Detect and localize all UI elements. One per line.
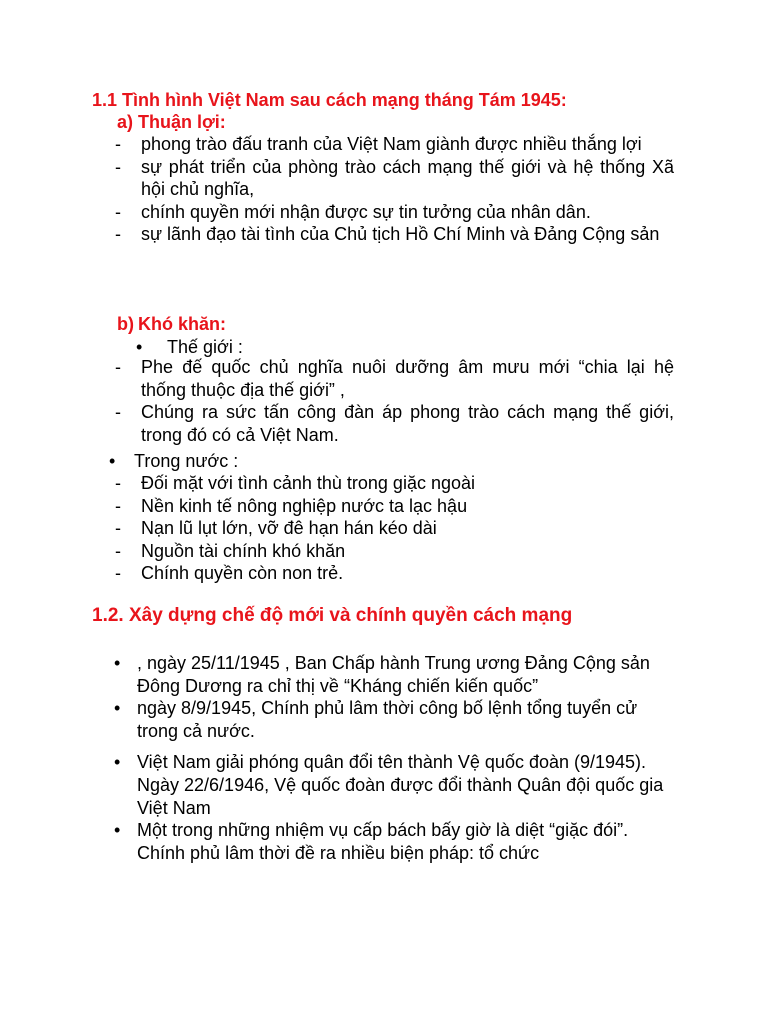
list-item: - Chúng ra sức tấn công đàn áp phong trào cách mạng thế giới, trong đó có cả Việt Nam. <box>115 401 674 446</box>
difficulties-heading <box>117 314 226 335</box>
section-1-title: 1.1 Tình hình Việt Nam sau cách mạng tháng Tám 1945: <box>92 90 567 110</box>
list-item: - phong trào đấu tranh của Việt Nam giành được nhiều thắng lợi <box>115 133 674 156</box>
list-item: - Nạn lũ lụt lớn, vỡ đê hạn hán kéo dài <box>115 517 674 540</box>
section-2-title: 1.2. Xây dựng chế độ mới và chính quyền cách mạng <box>92 605 573 626</box>
domestic-bullet <box>107 450 238 473</box>
list-item: - chính quyền mới nhận được sự tin tưởng của nhân dân. <box>115 201 674 224</box>
world-label: • Thế giới : <box>131 336 243 359</box>
list-item: - Nguồn tài chính khó khăn <box>115 540 674 563</box>
domestic-label: • Trong nước : <box>107 450 238 473</box>
list-item: • ngày 8/9/1945, Chính phủ lâm thời công bố lệnh tổng tuyển cử trong cả nước. <box>112 697 672 742</box>
domestic-list <box>115 472 674 585</box>
list-item: - sự lãnh đạo tài tình của Chủ tịch Hồ Chí Minh và Đảng Cộng sản <box>115 223 674 246</box>
difficulties-heading-text: Khó khăn: <box>138 314 226 334</box>
list-item: • Một trong những nhiệm vụ cấp bách bấy giờ là diệt “giặc đói”. Chính phủ lâm thời đề ra nhiều biện pháp: tổ chức <box>112 819 672 864</box>
list-item: • Việt Nam giải phóng quân đổi tên thành Vệ quốc đoàn (9/1945). Ngày 22/6/1946, Vệ quốc đoàn được đổi thành Quân đội quốc gia Việt Nam <box>112 751 672 819</box>
difficulties-label: b) <box>117 314 134 334</box>
list-item: • , ngày 25/11/1945 , Ban Chấp hành Trung ương Đảng Cộng sản Đông Dương ra chỉ thị về “Kháng chiến kiến quốc” <box>112 652 672 697</box>
world-list <box>115 356 674 446</box>
advantages-heading: a) Thuận lợi: <box>117 112 226 132</box>
list-item: - Chính quyền còn non trẻ. <box>115 562 674 585</box>
advantages-list <box>115 133 674 246</box>
list-item: - Đối mặt với tình cảnh thù trong giặc ngoài <box>115 472 674 495</box>
list-item: - Phe đế quốc chủ nghĩa nuôi dưỡng âm mưu mới “chia lại hệ thống thuộc địa thế giới” , <box>115 356 674 401</box>
section-2-list <box>112 652 672 864</box>
list-item: - Nền kinh tế nông nghiệp nước ta lạc hậu <box>115 495 674 518</box>
list-item: - sự phát triển của phòng trào cách mạng thế giới và hệ thống Xã hội chủ nghĩa, <box>115 156 674 201</box>
